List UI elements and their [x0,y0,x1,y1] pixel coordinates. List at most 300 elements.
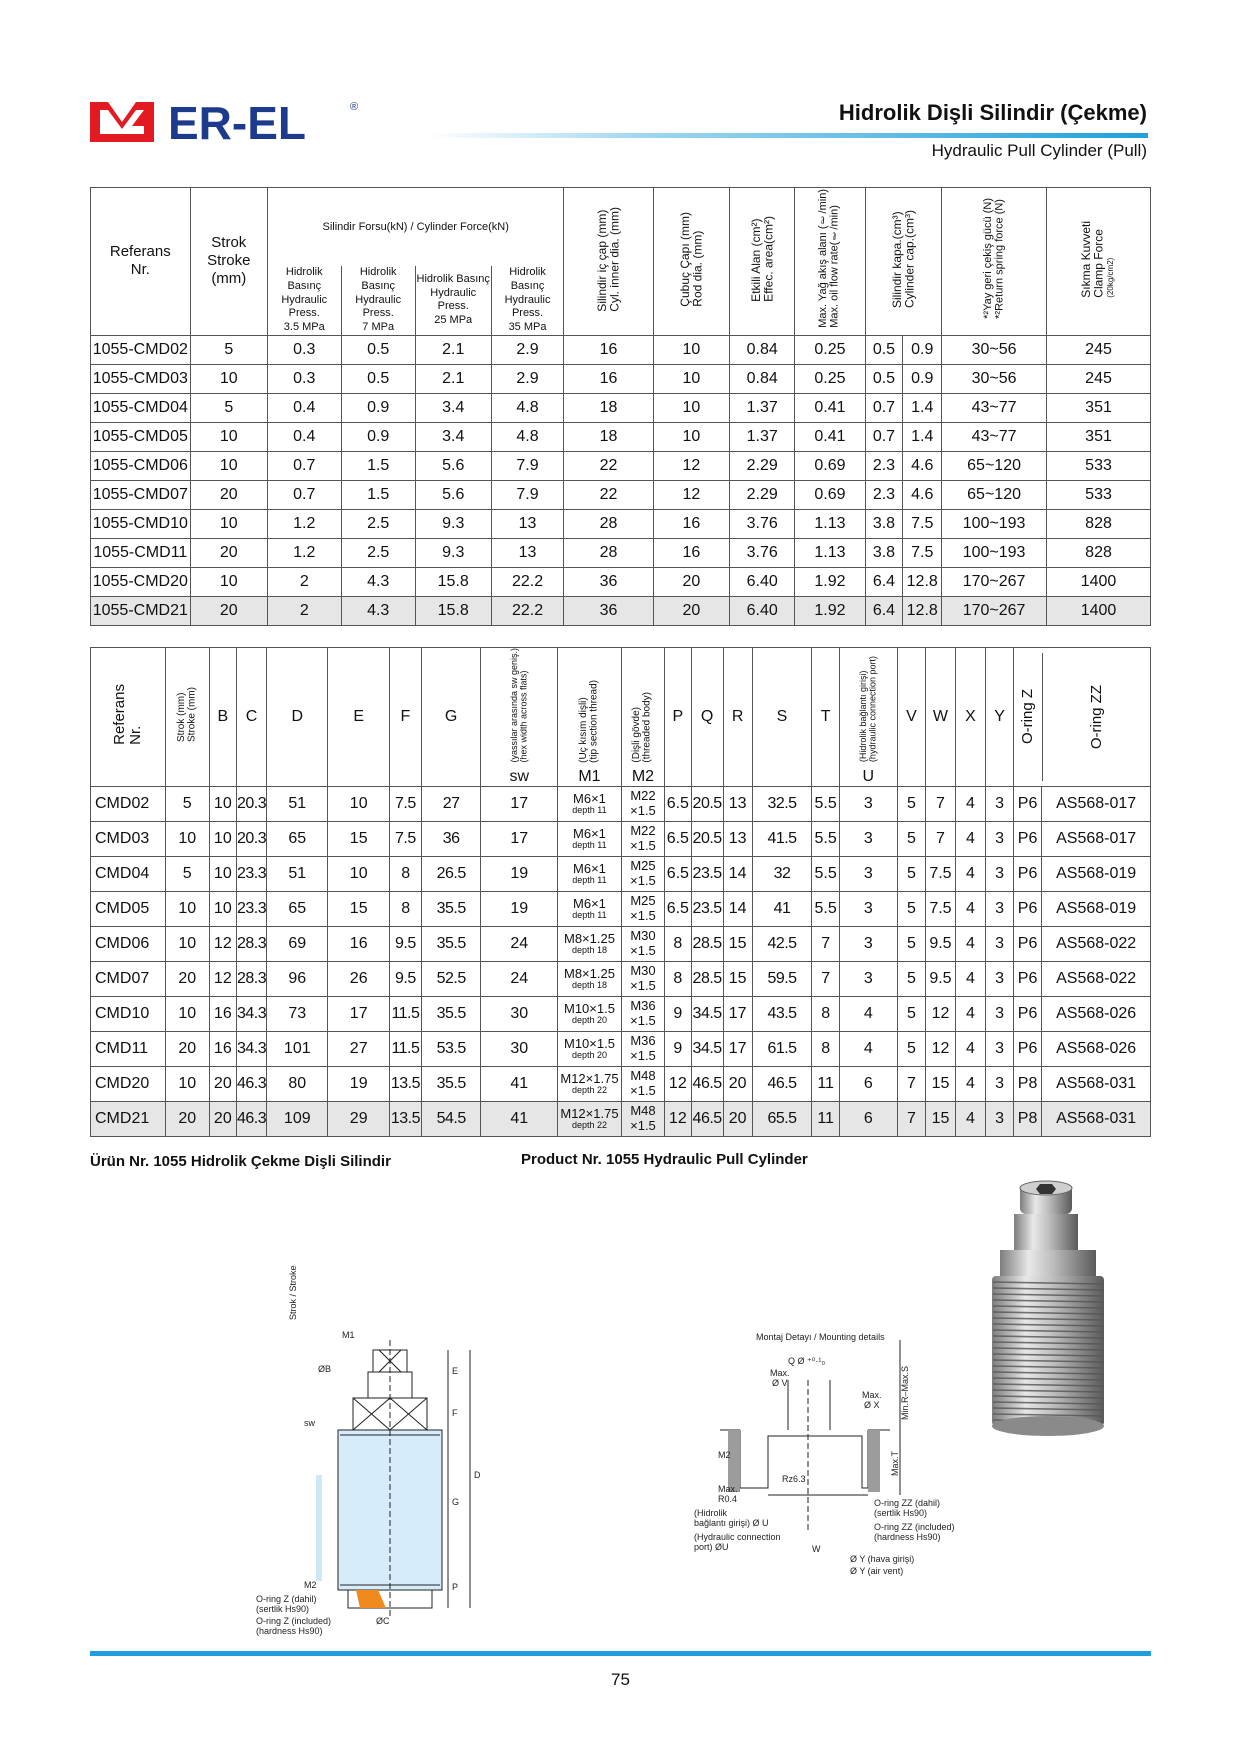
t2-header-t: T [812,648,840,787]
t2-cell-c: 20.3 [236,821,266,856]
t1-cell: 6.4 [865,596,903,625]
t2-cell-u: 4 [839,996,897,1031]
t2-cell-z: P6 [1013,926,1041,961]
t2-cell-e: 29 [328,1101,390,1136]
mounting-drawing [690,1320,990,1590]
t1-cell: 16 [653,509,730,538]
t2-header-p: P [664,648,691,787]
t2-cell-w: 7 [926,821,955,856]
t2-cell-r: 17 [723,1031,752,1066]
t2-cell-w: 7.5 [926,856,955,891]
t1-cell: 18 [564,393,653,422]
t2-cell-m2: M22 ×1.5 [621,786,664,821]
t2-cell-ref: CMD04 [91,856,166,891]
t2-cell-q: 28.5 [691,926,723,961]
drawing1-p-label: P [452,1582,459,1592]
t2-cell-r: 20 [723,1066,752,1101]
t1-cell: 1055-CMD04 [91,393,191,422]
t1-cell: 351 [1047,393,1151,422]
drawing2-oz3: O-ring ZZ (included) [874,1522,955,1532]
t2-cell-t: 7 [812,926,840,961]
t2-cell-f: 7.5 [389,821,421,856]
t2-header-oring-zz: O-ring ZZ [1087,684,1105,749]
t1-cell: 4.6 [903,480,942,509]
t2-cell-ref: CMD11 [91,1031,166,1066]
t2-cell-z: P6 [1013,996,1041,1031]
t2-cell-s: 43.5 [752,996,812,1031]
t2-cell-q: 34.5 [691,1031,723,1066]
drawing2-y1: Ø Y (hava girişi) [850,1554,915,1564]
t1-cell: 7.9 [491,480,564,509]
t2-cell-g: 52.5 [421,961,481,996]
t2-cell-p: 12 [664,1066,691,1101]
t2-cell-sw: 30 [481,996,558,1031]
product-photo [978,1180,1128,1440]
t2-cell-stroke: 20 [165,1031,209,1066]
drawing1-m1-label: M1 [342,1330,355,1340]
t2-cell-m2: M36 ×1.5 [621,1031,664,1066]
t1-cell: 0.69 [795,480,865,509]
t2-cell-d: 109 [267,1101,328,1136]
t1-cell: 0.25 [795,364,865,393]
t1-cell: 10 [653,335,730,364]
t2-cell-zz: AS568-019 [1042,891,1151,926]
t2-cell-c: 34.3 [236,1031,266,1066]
t2-cell-d: 73 [267,996,328,1031]
drawing2-hyd3: (Hydraulic connection [694,1532,781,1542]
drawing2-r2: R0.4 [718,1494,738,1504]
caption-en: Product Nr. 1055 Hydraulic Pull Cylinder [521,1151,808,1168]
t2-cell-x: 4 [955,961,985,996]
drawing2-r1: Max. [718,1484,738,1494]
t2-cell-d: 69 [267,926,328,961]
t2-cell-zz: AS568-026 [1042,1031,1151,1066]
drawing2-w: W [812,1544,821,1554]
t2-cell-m1: M8×1.25 depth 18 [557,961,621,996]
t2-cell-v: 7 [897,1101,926,1136]
t1-cell: 9.3 [415,538,491,567]
t1-cell: 15.8 [415,596,491,625]
t2-cell-stroke: 10 [165,926,209,961]
t2-cell-f: 8 [389,891,421,926]
t2-cell-e: 27 [328,1031,390,1066]
drawing2-maxx1: Max. [862,1390,882,1400]
t2-cell-z: P6 [1013,961,1041,996]
t2-cell-s: 41.5 [752,821,812,856]
t1-cell: 22 [564,451,653,480]
t2-row [91,891,1151,926]
drawing2-maxt: Max.T [890,1450,900,1476]
t1-header-p2: Hidrolik Basınç Hydraulic Press. 7 MPa [341,266,415,335]
drawing2-minr: Min.R–Max.S [900,1365,910,1420]
t2-cell-b: 12 [209,926,236,961]
drawing2-maxv2: Ø V [772,1378,788,1388]
t2-cell-c: 46.3 [236,1066,266,1101]
t2-cell-x: 4 [955,926,985,961]
t2-cell-s: 61.5 [752,1031,812,1066]
t2-cell-q: 34.5 [691,996,723,1031]
t2-row [91,786,1151,821]
t2-cell-w: 15 [926,1066,955,1101]
t2-cell-z: P8 [1013,1066,1041,1101]
t2-cell-d: 65 [267,891,328,926]
t2-cell-e: 15 [328,891,390,926]
t1-cell: 1400 [1047,596,1151,625]
t2-cell-z: P6 [1013,821,1041,856]
t1-cell: 22.2 [491,567,564,596]
t1-cell: 2.9 [491,335,564,364]
brand-logo [88,96,368,148]
t2-header-oring [1013,648,1150,787]
drawing1-stroke-label: Strok / Stroke [288,1265,298,1320]
t2-header-f: F [389,648,421,787]
t2-cell-p: 12 [664,1101,691,1136]
t2-header-x: X [955,648,985,787]
t2-cell-u: 3 [839,821,897,856]
t1-cell: 3.8 [865,538,903,567]
t2-cell-p: 9 [664,1031,691,1066]
t1-cell: 28 [564,509,653,538]
t2-cell-u: 3 [839,961,897,996]
drawing1-c-label: ØC [376,1616,390,1626]
t2-cell-r: 20 [723,1101,752,1136]
t2-cell-s: 32 [752,856,812,891]
drawing2-oz2: (sertlik Hs90) [874,1508,928,1518]
t2-header-c: C [236,648,266,787]
t2-cell-x: 4 [955,786,985,821]
t1-cell: 12 [653,451,730,480]
t2-cell-s: 32.5 [752,786,812,821]
t2-cell-zz: AS568-017 [1042,821,1151,856]
t2-cell-g: 53.5 [421,1031,481,1066]
t2-cell-zz: AS568-022 [1042,926,1151,961]
t2-cell-y: 3 [986,1066,1014,1101]
t2-row [91,996,1151,1031]
t1-cell: 2.29 [730,480,795,509]
t2-cell-stroke: 20 [165,1101,209,1136]
t2-cell-stroke: 10 [165,891,209,926]
t1-cell: 12 [653,480,730,509]
t2-cell-w: 15 [926,1101,955,1136]
t2-cell-q: 46.5 [691,1066,723,1101]
t1-cell: 828 [1047,538,1151,567]
t2-cell-c: 20.3 [236,786,266,821]
t1-header-stroke: Strok Stroke (mm) [190,188,267,336]
t1-cell: 12.8 [903,567,942,596]
t2-cell-x: 4 [955,821,985,856]
t2-cell-zz: AS568-019 [1042,856,1151,891]
t1-cell: 1055-CMD02 [91,335,191,364]
t1-cell: 9.3 [415,509,491,538]
t2-cell-m1: M6×1 depth 11 [557,821,621,856]
t1-cell: 0.7 [267,451,341,480]
t2-cell-z: P8 [1013,1101,1041,1136]
t1-cell: 2.3 [865,451,903,480]
t2-cell-p: 8 [664,961,691,996]
t2-cell-v: 5 [897,821,926,856]
t1-cell: 1.92 [795,596,865,625]
drawing2-y2: Ø Y (air vent) [850,1566,904,1576]
t1-cell: 10 [190,451,267,480]
t1-cell: 0.3 [267,335,341,364]
t2-cell-f: 13.5 [389,1101,421,1136]
t1-header-spring: *²Yay geri çekiş gücü (N) *²Return spring force (N) [942,188,1047,336]
t2-cell-r: 13 [723,786,752,821]
t2-cell-m1: M6×1 depth 11 [557,856,621,891]
t2-cell-stroke: 10 [165,1066,209,1101]
t1-cell: 22 [564,480,653,509]
t2-cell-x: 4 [955,996,985,1031]
t1-cell: 5 [190,393,267,422]
t2-cell-w: 12 [926,1031,955,1066]
t1-cell: 1055-CMD06 [91,451,191,480]
t2-cell-g: 35.5 [421,1066,481,1101]
t2-row [91,821,1151,856]
drawing2-q-label: Q Ø ⁺⁰·¹₀ [788,1356,826,1366]
t2-cell-d: 80 [267,1066,328,1101]
t1-row [91,567,1151,596]
t2-cell-stroke: 10 [165,996,209,1031]
t2-cell-q: 23.5 [691,856,723,891]
page-title: Hidrolik Dişli Silindir (Çekme) [838,100,1147,125]
t1-cell: 0.3 [267,364,341,393]
t1-cell: 0.4 [267,422,341,451]
drawing2-hyd1: (Hidrolik [694,1508,728,1518]
t2-cell-s: 42.5 [752,926,812,961]
t1-cell: 1400 [1047,567,1151,596]
t2-cell-v: 7 [897,1066,926,1101]
t2-cell-q: 20.5 [691,821,723,856]
t2-header-stroke: Strok (mm) Stroke (mm) [165,648,209,787]
t2-cell-w: 7 [926,786,955,821]
t2-row [91,1031,1151,1066]
t2-cell-q: 23.5 [691,891,723,926]
t2-cell-f: 11.5 [389,996,421,1031]
t2-header-r: R [723,648,752,787]
brand-name: ER-EL [168,97,306,149]
t2-cell-y: 3 [986,891,1014,926]
t2-cell-f: 9.5 [389,926,421,961]
t1-cell: 1.37 [730,422,795,451]
t2-cell-sw: 41 [481,1101,558,1136]
drawing1-oring-tr: O-ring Z (dahil) [256,1594,317,1604]
t2-cell-d: 65 [267,821,328,856]
t1-cell: 16 [564,335,653,364]
t2-cell-e: 16 [328,926,390,961]
t2-cell-u: 3 [839,856,897,891]
t1-row [91,509,1151,538]
t1-cell: 1.4 [903,422,942,451]
t1-cell: 28 [564,538,653,567]
t2-cell-y: 3 [986,1031,1014,1066]
t1-cell: 0.9 [903,335,942,364]
t1-cell: 3.8 [865,509,903,538]
t2-cell-e: 10 [328,856,390,891]
t1-cell: 1055-CMD20 [91,567,191,596]
t2-cell-t: 11 [812,1101,840,1136]
t1-cell: 1055-CMD03 [91,364,191,393]
t2-cell-v: 5 [897,961,926,996]
t1-cell: 7.5 [903,538,942,567]
t1-cell: 100~193 [942,538,1047,567]
t1-cell: 1055-CMD21 [91,596,191,625]
t2-cell-q: 28.5 [691,961,723,996]
t2-header-oring-z: O-ring Z [1014,653,1043,781]
t2-cell-w: 9.5 [926,961,955,996]
t1-cell: 4.3 [341,596,415,625]
t2-row [91,856,1151,891]
t1-header-area: Etkili Alan (cm²) Effec. area(cm²) [730,188,795,336]
t1-cell: 245 [1047,335,1151,364]
t2-cell-y: 3 [986,926,1014,961]
t2-header-m2: (Dişli gövde) (threaded body) M2 [621,648,664,787]
t1-header-p4: Hidrolik Basınç Hydraulic Press. 35 MPa [491,266,564,335]
t2-cell-c: 34.3 [236,996,266,1031]
t2-cell-m2: M25 ×1.5 [621,891,664,926]
t2-cell-t: 5.5 [812,891,840,926]
t2-cell-g: 35.5 [421,996,481,1031]
t2-cell-m1: M12×1.75 depth 22 [557,1066,621,1101]
t1-cell: 1.2 [267,509,341,538]
t2-cell-e: 15 [328,821,390,856]
t1-cell: 65~120 [942,451,1047,480]
t1-cell: 7.9 [491,451,564,480]
t2-cell-b: 10 [209,891,236,926]
t1-cell: 43~77 [942,393,1047,422]
t2-cell-g: 26.5 [421,856,481,891]
t1-row [91,422,1151,451]
t2-cell-b: 16 [209,1031,236,1066]
t2-cell-d: 101 [267,1031,328,1066]
t2-cell-m1: M10×1.5 depth 20 [557,1031,621,1066]
t2-cell-x: 4 [955,891,985,926]
t1-cell: 5.6 [415,480,491,509]
t1-cell: 2.3 [865,480,903,509]
t2-header-ref: Referans Nr. [91,648,166,787]
t2-cell-z: P6 [1013,1031,1041,1066]
t2-cell-stroke: 20 [165,961,209,996]
t1-cell: 0.84 [730,364,795,393]
t1-cell: 3.76 [730,509,795,538]
t2-cell-x: 4 [955,1101,985,1136]
t1-cell: 2 [267,596,341,625]
t2-cell-s: 59.5 [752,961,812,996]
t2-header-g: G [421,648,481,787]
t2-cell-x: 4 [955,1066,985,1101]
t2-cell-q: 46.5 [691,1101,723,1136]
drawing1-g-label: G [452,1497,460,1507]
t2-cell-y: 3 [986,786,1014,821]
drawing2-maxx2: Ø X [864,1400,880,1410]
t1-cell: 4.8 [491,422,564,451]
t2-cell-e: 17 [328,996,390,1031]
t1-cell: 10 [190,509,267,538]
t2-cell-ref: CMD06 [91,926,166,961]
t1-cell: 12.8 [903,596,942,625]
t1-cell: 0.84 [730,335,795,364]
t2-cell-zz: AS568-022 [1042,961,1151,996]
t1-cell: 1.2 [267,538,341,567]
t2-cell-u: 3 [839,786,897,821]
t2-cell-c: 23.3 [236,856,266,891]
t2-cell-v: 5 [897,996,926,1031]
page-number: 75 [611,1670,630,1689]
t2-cell-m1: M6×1 depth 11 [557,786,621,821]
t2-cell-p: 9 [664,996,691,1031]
t2-cell-m2: M22 ×1.5 [621,821,664,856]
drawing1-sw-label: sw [304,1418,315,1428]
drawing1-oring-tr2: (sertlik Hs90) [256,1604,310,1614]
t2-cell-sw: 24 [481,961,558,996]
t2-cell-g: 27 [421,786,481,821]
t2-cell-c: 28.3 [236,961,266,996]
cylinder-drawing [248,1265,518,1636]
t2-cell-m1: M12×1.75 depth 22 [557,1101,621,1136]
drawing2-m2: M2 [718,1450,731,1460]
t2-header-s: S [752,648,812,787]
t2-cell-stroke: 10 [165,821,209,856]
drawing2-hyd2: bağlantı girişi) Ø U [694,1518,769,1528]
t1-cell: 245 [1047,364,1151,393]
t1-cell: 0.9 [341,422,415,451]
t2-cell-u: 3 [839,926,897,961]
t1-cell: 13 [491,538,564,567]
t2-cell-s: 65.5 [752,1101,812,1136]
t2-cell-g: 54.5 [421,1101,481,1136]
t1-header-clamp: Sıkma Kuvveti Clamp Force (20kg/cm2) [1047,188,1151,336]
t2-cell-m1: M6×1 depth 11 [557,891,621,926]
t1-row [91,335,1151,364]
t2-cell-z: P6 [1013,786,1041,821]
drawing2-maxv1: Max. [770,1368,790,1378]
t2-cell-r: 17 [723,996,752,1031]
t2-cell-f: 13.5 [389,1066,421,1101]
footer-bar [90,1651,1151,1656]
t2-cell-r: 15 [723,961,752,996]
t2-cell-v: 5 [897,891,926,926]
t1-cell: 5.6 [415,451,491,480]
t1-cell: 0.7 [865,393,903,422]
t2-cell-b: 20 [209,1101,236,1136]
t1-header-rod: Çubuç Çapı (mm) Rod dia. (mm) [653,188,730,336]
t2-row [91,961,1151,996]
drawing1-m2-label: M2 [304,1580,317,1590]
t1-cell: 20 [653,567,730,596]
t2-cell-w: 12 [926,996,955,1031]
cylinder-photo-icon [978,1180,1128,1440]
t2-cell-g: 35.5 [421,926,481,961]
t2-cell-v: 5 [897,856,926,891]
t1-cell: 0.5 [865,335,903,364]
t1-cell: 4.3 [341,567,415,596]
t2-cell-y: 3 [986,961,1014,996]
t2-cell-stroke: 5 [165,856,209,891]
t1-cell: 0.41 [795,422,865,451]
t1-cell: 1055-CMD05 [91,422,191,451]
t1-cell: 15.8 [415,567,491,596]
t2-cell-c: 46.3 [236,1101,266,1136]
t1-cell: 10 [653,364,730,393]
t1-cell: 0.25 [795,335,865,364]
t2-cell-sw: 19 [481,891,558,926]
t2-header-v: V [897,648,926,787]
t1-cell: 1.5 [341,451,415,480]
drawing2-rz: Rz6.3 [782,1474,806,1484]
t1-cell: 18 [564,422,653,451]
t1-cell: 5 [190,335,267,364]
t2-cell-t: 5.5 [812,786,840,821]
t1-cell: 4.8 [491,393,564,422]
